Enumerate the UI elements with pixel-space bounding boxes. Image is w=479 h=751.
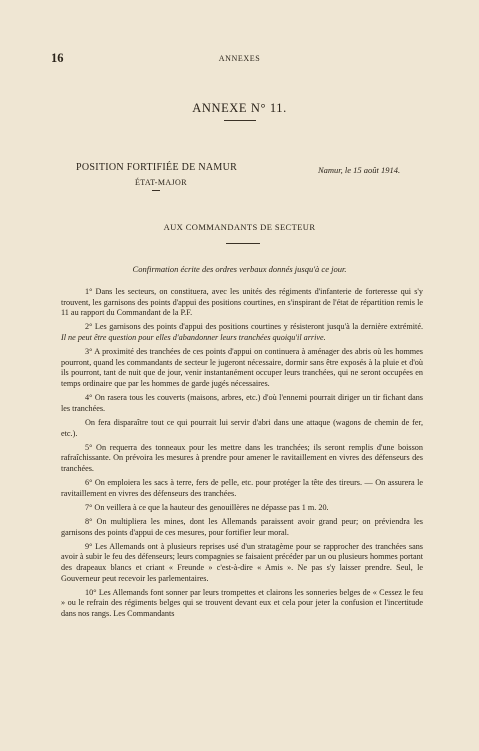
sender-line1: POSITION FORTIFIÉE DE NAMUR xyxy=(76,162,238,173)
paragraph-9: 9° Les Allemands ont à plusieurs reprises usé d'un stratagème pour se rapprocher des tranchées sans avoir à subir le feu des défenseurs; leurs compagnies se faisaient précéder par un ou plusieurs hommes portant des drapeaux blancs et criant « Freunde » c'est-à-dire « Amis ». Ne pas s'y laisser prendre. Seul, le Gouverneur peut recevoir les parlementaires. xyxy=(61,541,423,583)
paragraph-10: 10° Les Allemands font sonner par leurs trompettes et clairons les sonneries belges de « Cessez le feu » ou le refrain des régiments belges qui se trouvent devant eux et cela pour jeter la confusion et l'incertitude dans nos rangs. Les Commandants xyxy=(61,587,423,618)
annex-title: ANNEXE N° 11. xyxy=(192,101,287,115)
paragraph-4: 4° On rasera tous les couverts (maisons, arbres, etc.) d'où l'ennemi pourrait diriger un tir fichant dans les tranchées. xyxy=(61,393,423,413)
paragraph-4b: On fera disparaître tout ce qui pourrait lui servir d'abri dans une attaque (wagons de chemin de fer, etc.). xyxy=(61,417,423,438)
place-date: Namur, le 15 août 1914. xyxy=(318,165,401,175)
paragraph-3: 3° A proximité des tranchées de ces points d'appui on continuera à aménager des abris où les hommes pourront, quand les commandants de secteur le jugeront nécessaire, dormir sans être exposés à la pluie et d'où ils pourront, tant de nuit que de jour, venir instantanément occuper leurs tranchées, qui ne seront occupées en temps ordinaire que par les hommes de garde jugés nécessaires. xyxy=(61,347,423,388)
paragraph-2-italic: Il ne peut être question pour elles d'abandonner leurs tranchées quoiqu'il arrive. xyxy=(61,332,326,342)
sender-line2: ÉTAT-MAJOR xyxy=(135,178,187,187)
addressee-rule xyxy=(226,243,260,244)
paragraph-7: 7° On veillera à ce que la hauteur des genouillères ne dépasse pas 1 m. 20. xyxy=(85,502,329,512)
addressee: AUX COMMANDANTS DE SECTEUR xyxy=(163,222,316,232)
paragraph-1: 1° Dans les secteurs, on constituera, avec les unités des régiments d'infanterie de forteresse qui s'y trouvent, les garnisons des points d'appui des positions courtines, en s'inspirant de l'état de répartition remis le 11 au rapport du Commandant de la P.F. xyxy=(61,287,423,318)
paragraph-8: 8° On multipliera les mines, dont les Allemands paraissent avoir grand peur; on préviendra les garnisons des points d'appui de ces mesures, pour fortifier leur moral. xyxy=(61,517,423,537)
page-number: 16 xyxy=(51,51,64,65)
paragraph-6: 6° On emploiera les sacs à terre, fers de pelle, etc. pour protéger la tête des tireurs. — On assurera le ravitaillement en vivres des défenseurs des tranchées. xyxy=(61,478,423,498)
document-body xyxy=(61,287,423,623)
paragraph-2 xyxy=(61,322,423,343)
running-title: ANNEXES xyxy=(218,54,261,63)
annex-title-rule xyxy=(224,120,256,121)
paragraph-5: 5° On requerra des tonneaux pour les mettre dans les tranchées; ils seront remplis d'une boisson rafraîchissante. On prévoira les mesures à prendre pour amener le ravitaillement en vivres des défenseurs des tranchées. xyxy=(61,442,423,473)
subtitle: Confirmation écrite des ordres verbaux donnés jusqu'à ce jour. xyxy=(132,264,347,274)
paragraph-2-text: 2° Les garnisons des points d'appui des positions courtines y résisteront jusqu'à la dernière extrémité. xyxy=(85,322,423,332)
sender-dash xyxy=(152,190,160,191)
